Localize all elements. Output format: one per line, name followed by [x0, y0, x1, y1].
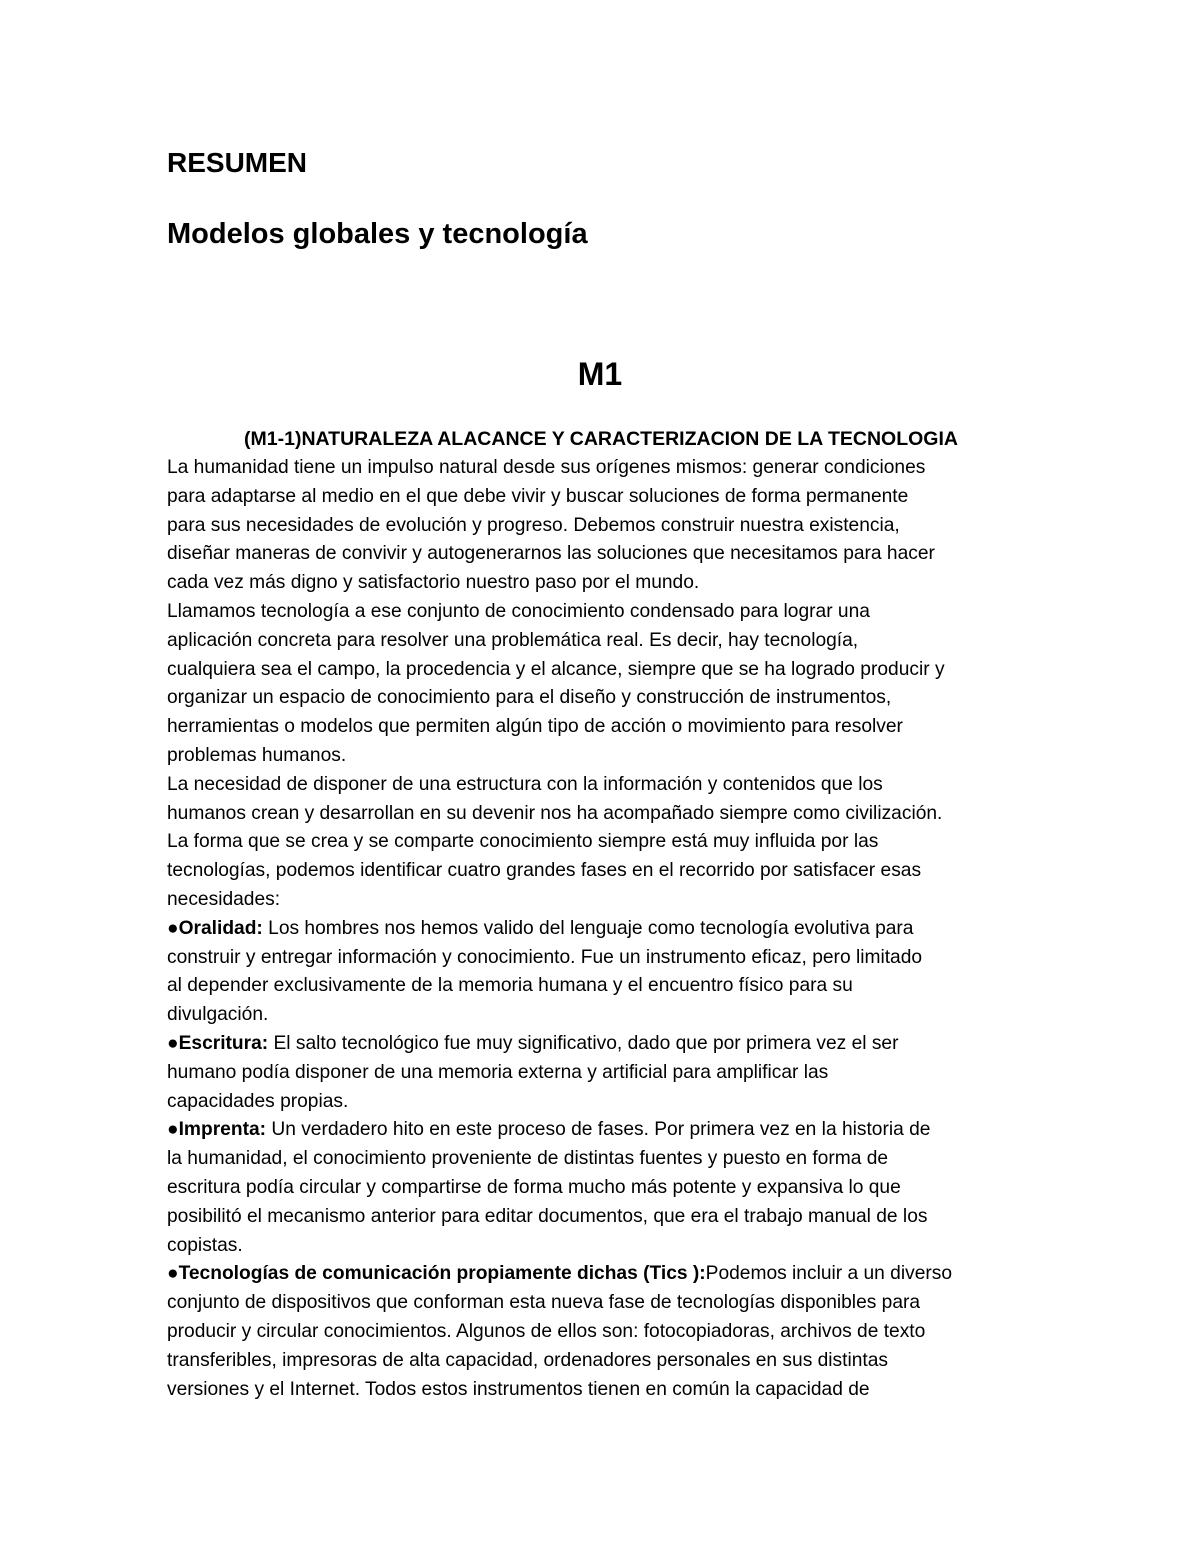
line-text: versiones y el Internet. Todos estos instrumentos tienen en común la capacidad de: [167, 1378, 870, 1400]
line-text: copistas.: [167, 1234, 243, 1256]
text-line: [167, 1318, 1037, 1347]
text-line: [167, 1289, 1037, 1318]
text-line: [167, 1203, 1037, 1232]
text-line: [167, 1376, 1037, 1405]
text-line: [167, 1347, 1037, 1376]
text-line: [167, 857, 1037, 886]
line-text: escritura podía circular y compartirse de forma mucho más potente y expansiva lo que: [167, 1176, 901, 1198]
line-text: Los hombres nos hemos valido del lenguaje como tecnología evolutiva para: [262, 917, 914, 939]
line-text: La necesidad de disponer de una estructura con la información y contenidos que los: [167, 773, 883, 795]
text-line: [167, 627, 1037, 656]
text-line: [167, 800, 1037, 829]
line-text: construir y entregar información y conocimiento. Fue un instrumento eficaz, pero limitado: [167, 946, 923, 968]
text-line: [167, 915, 1037, 944]
line-text: producir y circular conocimientos. Algunos de ellos son: fotocopiadoras, archivos de texto: [167, 1320, 926, 1342]
line-text: Llamamos tecnología a ese conjunto de conocimiento condensado para lograr una: [167, 600, 870, 622]
line-text: organizar un espacio de conocimiento para el diseño y construcción de instrumentos,: [167, 687, 892, 709]
line-text: posibilitó el mecanismo anterior para editar documentos, que era el trabajo manual de los: [167, 1205, 928, 1227]
line-text: cada vez más digno y satisfactorio nuestro paso por el mundo.: [167, 572, 700, 594]
text-line: [167, 886, 1037, 915]
text-line: [167, 569, 1037, 598]
text-line: [167, 540, 1037, 569]
line-text: El salto tecnológico fue muy significativo, dado que por primera vez el ser: [268, 1032, 899, 1054]
text-line: [167, 972, 1037, 1001]
line-text: conjunto de dispositivos que conforman esta nueva fase de tecnologías disponibles para: [167, 1292, 921, 1314]
bullet-term: Tecnologías de comunicación propiamente dichas (Tics ):: [178, 1263, 706, 1285]
line-text: aplicación concreta para resolver una problemática real. Es decir, hay tecnología,: [167, 629, 859, 651]
text-line: [167, 1001, 1037, 1030]
text-line: [167, 1116, 1037, 1145]
line-text: transferibles, impresoras de alta capacidad, ordenadores personales en sus distintas: [167, 1349, 889, 1371]
text-line: [167, 598, 1037, 627]
text-line: [167, 1260, 1037, 1289]
text-line: [167, 512, 1037, 541]
line-text: al depender exclusivamente de la memoria humana y el encuentro físico para su: [167, 975, 853, 997]
text-line: [167, 1232, 1037, 1261]
text-line: [167, 713, 1037, 742]
document-title: RESUMEN: [167, 147, 308, 178]
line-text: necesidades:: [167, 888, 281, 910]
line-text: Podemos incluir a un diverso: [705, 1263, 953, 1285]
bullet-term: Oralidad:: [178, 917, 263, 939]
text-line: [167, 656, 1037, 685]
text-line: [167, 828, 1037, 857]
text-line: [167, 1059, 1037, 1088]
section-heading: (M1-1)NATURALEZA ALACANCE Y CARACTERIZACION DE LA TECNOLOGIA: [244, 428, 958, 450]
line-text: capacidades propias.: [167, 1090, 349, 1112]
text-line: [167, 944, 1037, 973]
line-text: la humanidad, el conocimiento proveniente de distintas fuentes y puesto en forma de: [167, 1148, 889, 1170]
line-text: La forma que se crea y se comparte conocimiento siempre está muy influida por las: [167, 831, 879, 853]
text-line: [167, 771, 1037, 800]
line-text: problemas humanos.: [167, 744, 347, 766]
line-text: cualquiera sea el campo, la procedencia y el alcance, siempre que se ha logrado producir y: [167, 658, 945, 680]
text-line: [167, 483, 1037, 512]
line-text: para sus necesidades de evolución y progreso. Debemos construir nuestra existencia,: [167, 514, 900, 536]
text-line: [167, 1174, 1037, 1203]
line-text: diseñar maneras de convivir y autogenerarnos las soluciones que necesitamos para hacer: [167, 543, 935, 565]
bullet-icon: ●: [167, 917, 179, 939]
line-text: humanos crean y desarrollan en su devenir nos ha acompañado siempre como civilización.: [167, 802, 943, 824]
line-text: herramientas o modelos que permiten algún tipo de acción o movimiento para resolver: [167, 716, 903, 738]
line-text: humano podía disponer de una memoria externa y artificial para amplificar las: [167, 1061, 829, 1083]
bullet-icon: ●: [167, 1119, 179, 1141]
bullet-term: Escritura:: [178, 1032, 269, 1054]
document-subtitle: Modelos globales y tecnología: [167, 218, 588, 250]
bullet-term: Imprenta:: [178, 1119, 267, 1141]
text-line: [167, 1145, 1037, 1174]
text-line: [167, 742, 1037, 771]
text-line: [167, 1030, 1037, 1059]
bullet-icon: ●: [167, 1032, 179, 1054]
line-text: tecnologías, podemos identificar cuatro grandes fases en el recorrido por satisfacer esas: [167, 860, 922, 882]
line-text: La humanidad tiene un impulso natural desde sus orígenes mismos: generar condiciones: [167, 457, 926, 478]
text-line: [167, 1088, 1037, 1117]
text-line: [167, 454, 1037, 483]
text-line: [167, 684, 1037, 713]
line-text: para adaptarse al medio en el que debe vivir y buscar soluciones de forma permanente: [167, 485, 909, 507]
bullet-icon: ●: [167, 1263, 179, 1285]
body-text: [167, 454, 1037, 1404]
line-text: Un verdadero hito en este proceso de fases. Por primera vez en la historia de: [266, 1119, 931, 1141]
module-heading: M1: [577, 356, 623, 392]
line-text: divulgación.: [167, 1004, 269, 1026]
